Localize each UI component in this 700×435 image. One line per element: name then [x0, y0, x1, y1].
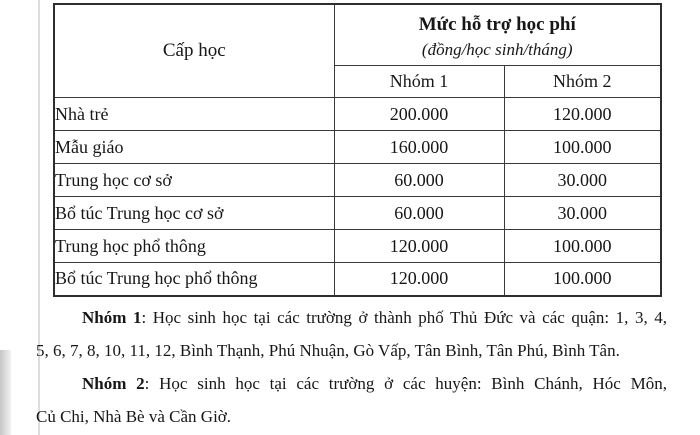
value-cell-nhom2: 100.000: [504, 131, 661, 164]
row-label-cell: Bổ túc Trung học phổ thông: [54, 263, 334, 296]
group-header-title: Mức hỗ trợ học phí: [418, 14, 576, 35]
note-paragraph-nhom1: [36, 301, 667, 334]
note-label-nhom1: Nhóm 1: [82, 308, 142, 327]
notes-section: [36, 301, 667, 433]
row-label-cell: Bổ túc Trung học cơ sở: [54, 197, 334, 230]
note-label-nhom2: Nhóm 2: [82, 374, 145, 393]
group-header-unit: (đồng/học sinh/tháng): [421, 40, 573, 59]
row-label-cell: Trung học cơ sở: [54, 164, 334, 197]
table-row: [54, 230, 661, 263]
note-paragraph-nhom2: [36, 367, 667, 400]
value-cell-nhom1: 120.000: [334, 263, 504, 296]
row-label-cell: Trung học phổ thông: [54, 230, 334, 263]
value-cell-nhom2: 120.000: [504, 98, 661, 131]
value-cell-nhom1: 120.000: [334, 230, 504, 263]
group-header: [334, 4, 661, 66]
value-cell-nhom1: 160.000: [334, 131, 504, 164]
note-paragraph-nhom1-cont: [36, 334, 667, 367]
scan-shadow-artifact: [0, 350, 11, 435]
row-label-cell: Nhà trẻ: [54, 98, 334, 131]
note-text-line: Củ Chi, Nhà Bè và Cần Giờ.: [36, 407, 232, 426]
note-paragraph-nhom2-cont: [36, 400, 667, 433]
value-cell-nhom1: 60.000: [334, 197, 504, 230]
column-header-nhom2: Nhóm 2: [504, 66, 661, 98]
value-cell-nhom2: 30.000: [504, 164, 661, 197]
column-header-cap-hoc: Cấp học: [54, 4, 334, 98]
value-cell-nhom2: 100.000: [504, 230, 661, 263]
note-text-line: : Học sinh học tại các trường ở thành phố Thủ Đức và các quận: 1, 3, 4,: [141, 308, 667, 327]
table-row: [54, 98, 661, 131]
value-cell-nhom1: 200.000: [334, 98, 504, 131]
note-text-line: 5, 6, 7, 8, 10, 11, 12, Bình Thạnh, Phú Nhuận, Gò Vấp, Tân Bình, Tân Phú, Bình Tân.: [36, 341, 620, 360]
table-row: [54, 197, 661, 230]
note-text-line: : Học sinh học tại các trường ở các huyện: Bình Chánh, Hóc Môn,: [144, 374, 667, 393]
table-row: [54, 131, 661, 164]
value-cell-nhom2: 100.000: [504, 263, 661, 296]
column-header-nhom1: Nhóm 1: [334, 66, 504, 98]
table-row: [54, 263, 661, 296]
table-row: [54, 164, 661, 197]
value-cell-nhom2: 30.000: [504, 197, 661, 230]
value-cell-nhom1: 60.000: [334, 164, 504, 197]
row-label-cell: Mẫu giáo: [54, 131, 334, 164]
fee-table: [53, 3, 662, 297]
